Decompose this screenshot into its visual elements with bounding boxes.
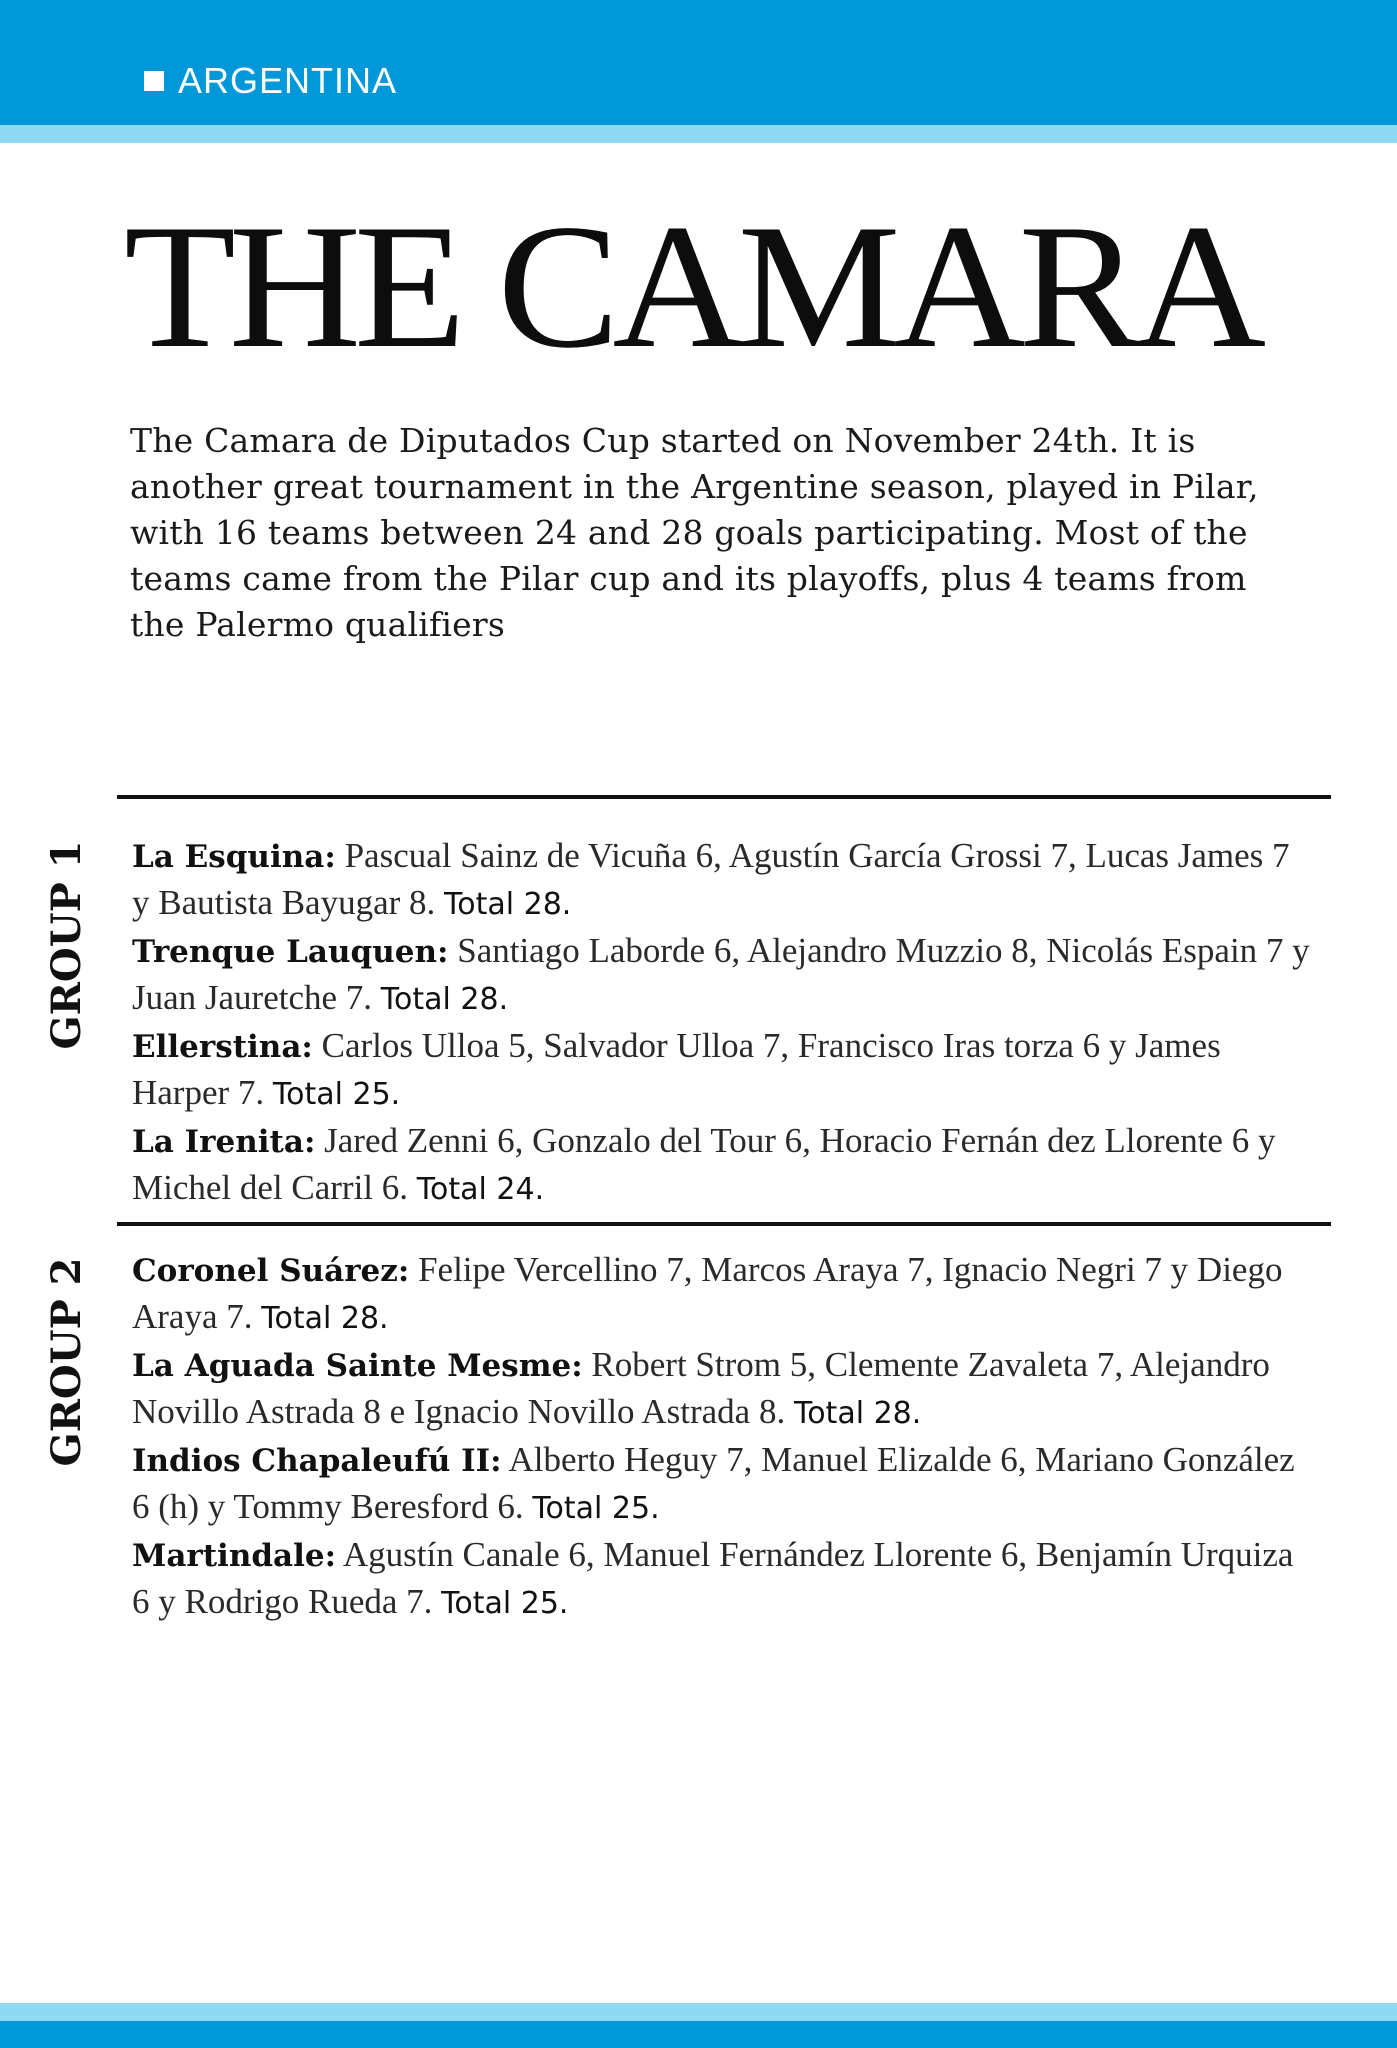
header-stripe bbox=[0, 125, 1397, 143]
divider-group-1 bbox=[117, 795, 1331, 799]
team-entry bbox=[132, 1342, 1312, 1437]
team-players: Felipe Vercellino 7, Marcos Araya 7, Ignacio Negri 7 y Diego Araya 7. bbox=[132, 1250, 1283, 1336]
team-name: Trenque Lauquen: bbox=[132, 934, 449, 970]
divider-group-2 bbox=[117, 1222, 1331, 1226]
team-total: Total 28. bbox=[380, 982, 509, 1017]
team-players: Alberto Heguy 7, Manuel Elizalde 6, Mariano González 6 (h) y Tommy Beresford 6. bbox=[132, 1440, 1295, 1526]
footer-stripe bbox=[0, 2003, 1397, 2021]
team-players: Agustín Canale 6, Manuel Fernández Llorente 6, Benjamín Urquiza 6 y Rodrigo Rueda 7. bbox=[132, 1535, 1294, 1621]
team-total: Total 28. bbox=[444, 887, 572, 922]
group-1-list bbox=[132, 833, 1312, 1213]
team-players: Santiago Laborde 6, Alejandro Muzzio 8, Nicolás Espain 7 y Juan Jauretche 7. bbox=[132, 931, 1310, 1017]
team-entry bbox=[132, 1532, 1312, 1627]
team-entry bbox=[132, 833, 1312, 928]
team-name: La Aguada Sainte Mesme: bbox=[132, 1348, 583, 1384]
team-name: Coronel Suárez: bbox=[132, 1253, 410, 1289]
group-1-label: GROUP 1 bbox=[43, 840, 90, 1050]
team-name: Martindale: bbox=[132, 1538, 337, 1574]
team-total: Total 28. bbox=[261, 1301, 389, 1336]
team-entry bbox=[132, 928, 1312, 1023]
team-name: La Esquina: bbox=[132, 839, 336, 875]
team-total: Total 28. bbox=[793, 1396, 922, 1431]
team-players: Pascual Sainz de Vicuña 6, Agustín García Grossi 7, Lucas James 7 y Bautista Bayugar 8. bbox=[132, 836, 1290, 922]
team-total: Total 25. bbox=[532, 1491, 660, 1526]
section-name: ARGENTINA bbox=[178, 60, 398, 101]
team-entry bbox=[132, 1437, 1312, 1532]
group-2-label: GROUP 2 bbox=[43, 1257, 90, 1467]
team-players: Robert Strom 5, Clemente Zavaleta 7, Alejandro Novillo Astrada 8 e Ignacio Novillo Astrada 8. bbox=[132, 1345, 1270, 1431]
team-total: Total 24. bbox=[416, 1172, 545, 1207]
team-total: Total 25. bbox=[441, 1586, 569, 1621]
page-title: THE CAMARA bbox=[124, 187, 1259, 385]
team-name: Ellerstina: bbox=[132, 1029, 313, 1065]
square-bullet-icon bbox=[144, 71, 164, 91]
section-label bbox=[144, 58, 397, 104]
team-entry bbox=[132, 1023, 1312, 1118]
team-entry bbox=[132, 1247, 1312, 1342]
footer-bar bbox=[0, 2021, 1397, 2048]
team-players: Carlos Ulloa 5, Salvador Ulloa 7, Francisco Iras torza 6 y James Harper 7. bbox=[132, 1026, 1221, 1112]
team-name: Indios Chapaleufú II: bbox=[132, 1443, 502, 1479]
team-name: La Irenita: bbox=[132, 1124, 316, 1160]
team-total: Total 25. bbox=[272, 1077, 401, 1112]
intro-paragraph: The Camara de Diputados Cup started on November 24th. It is another great tournament in the Argentine season, played in Pilar, with 16 teams between 24 and 28 goals participating. Most of the teams came from the Pilar cup and its playoffs, plus 4 teams from the Palermo qualifiers bbox=[130, 421, 1259, 644]
group-2-list bbox=[132, 1247, 1312, 1627]
team-players: Jared Zenni 6, Gonzalo del Tour 6, Horacio Fernán dez Llorente 6 y Michel del Carril 6. bbox=[132, 1121, 1276, 1207]
team-entry bbox=[132, 1118, 1312, 1213]
